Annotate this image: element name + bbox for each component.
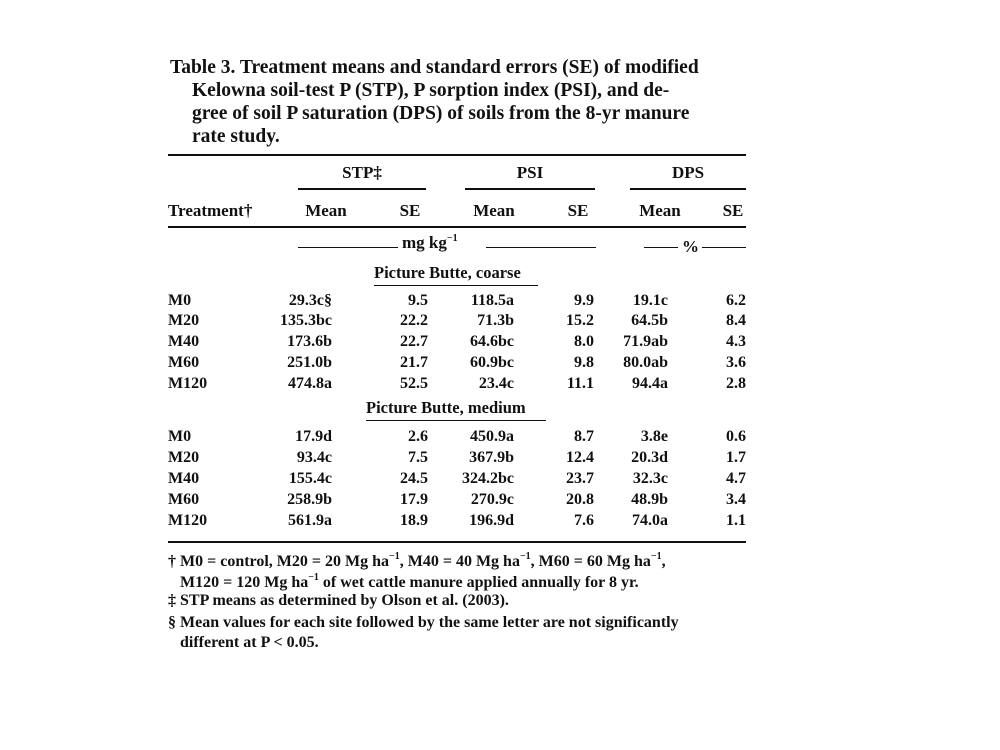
- dps-group-rule: [630, 188, 746, 190]
- stp-se-cell: 52.5: [400, 375, 428, 392]
- stp-mean-header: Mean: [305, 201, 347, 220]
- stp-se-cell: 7.5: [408, 449, 428, 466]
- stp-mean-cell: 474.8a: [288, 375, 332, 392]
- dps-se-cell: 6.2: [726, 292, 746, 309]
- psi-se-cell: 8.7: [574, 428, 594, 445]
- top-rule: [168, 154, 746, 156]
- stp-mean-cell: 17.9d: [295, 428, 332, 445]
- dps-se-cell: 4.7: [726, 470, 746, 487]
- psi-mean-cell: 196.9d: [469, 512, 514, 529]
- stp-se-cell: 24.5: [400, 470, 428, 487]
- footnote-section-line2: different at P < 0.05.: [180, 634, 319, 651]
- treatment-cell: M120: [168, 512, 208, 529]
- stp-se-cell: 17.9: [400, 491, 428, 508]
- treatment-cell: M0: [168, 292, 192, 309]
- footnote-double-dagger: ‡ STP means as determined by Olson et al. (2003).: [168, 592, 509, 609]
- units-pct-dash-left: [644, 247, 678, 248]
- section-underline-coarse: [374, 285, 538, 286]
- dps-se-cell: 0.6: [726, 428, 746, 445]
- stp-se-cell: 22.7: [400, 333, 428, 350]
- psi-se-cell: 8.0: [574, 333, 594, 350]
- dps-mean-cell: 48.9b: [631, 491, 668, 508]
- psi-mean-cell: 60.9bc: [470, 354, 514, 371]
- treatment-cell: M20: [168, 312, 200, 329]
- group-header-psi: PSI: [516, 163, 544, 182]
- psi-mean-cell: 450.9a: [470, 428, 514, 445]
- units-pct-dash-right: [702, 247, 746, 248]
- treatment-cell: M40: [168, 333, 200, 350]
- treatment-cell: M0: [168, 428, 192, 445]
- caption-line-3: gree of soil P saturation (DPS) of soils from the 8-yr manure: [192, 103, 690, 124]
- stp-se-cell: 2.6: [408, 428, 428, 445]
- section-title-medium: Picture Butte, medium: [366, 398, 526, 417]
- dps-mean-cell: 71.9ab: [623, 333, 668, 350]
- treatment-cell: M60: [168, 491, 200, 508]
- bottom-rule: [168, 541, 746, 543]
- treatment-cell: M60: [168, 354, 200, 371]
- stp-se-cell: 9.5: [408, 292, 428, 309]
- dps-se-cell: 8.4: [726, 312, 746, 329]
- dps-mean-cell: 3.8e: [640, 428, 668, 445]
- stp-se-header: SE: [399, 201, 421, 220]
- section-underline-medium: [366, 420, 546, 421]
- treatment-cell: M120: [168, 375, 208, 392]
- units-mg-kg: mg $kg^{-1}$: [402, 233, 458, 252]
- psi-mean-cell: 270.9c: [470, 491, 514, 508]
- psi-se-cell: 9.8: [574, 354, 594, 371]
- footnote-dagger: † M0 = control, M20 = 20 Mg $ha^{-1}$, M40 = 40 Mg $ha^{-1}$, M60 = 60 Mg $ha^{-1}$,: [168, 551, 666, 570]
- psi-mean-cell: 324.2bc: [462, 470, 514, 487]
- psi-se-cell: 12.4: [566, 449, 594, 466]
- dps-mean-cell: 20.3d: [631, 449, 668, 466]
- stp-se-cell: 21.7: [400, 354, 428, 371]
- dps-mean-cell: 32.3c: [632, 470, 668, 487]
- dps-mean-cell: 64.5b: [631, 312, 668, 329]
- dps-mean-cell: 19.1c: [632, 292, 668, 309]
- psi-group-rule: [465, 188, 595, 190]
- stp-se-cell: 22.2: [400, 312, 428, 329]
- psi-se-cell: 7.6: [574, 512, 594, 529]
- dps-mean-header: Mean: [639, 201, 681, 220]
- treatment-cell: M40: [168, 470, 200, 487]
- header-rule: [168, 226, 746, 228]
- footnote-section: § Mean values for each site followed by the same letter are not significantly: [168, 614, 679, 631]
- dps-se-cell: 2.8: [726, 375, 746, 392]
- stp-mean-cell: 29.3c§: [288, 292, 332, 309]
- psi-mean-cell: 367.9b: [469, 449, 514, 466]
- psi-se-header: SE: [567, 201, 589, 220]
- stp-group-rule: [298, 188, 426, 190]
- stp-mean-cell: 561.9a: [288, 512, 332, 529]
- stp-mean-cell: 93.4c: [296, 449, 332, 466]
- psi-se-cell: 9.9: [574, 292, 594, 309]
- psi-mean-cell: 118.5a: [470, 292, 514, 309]
- caption-line-1: Table 3. Treatment means and standard errors (SE) of modified: [170, 57, 699, 78]
- footnote-dagger-line2: M120 = 120 Mg $ha^{-1}$ of wet cattle manure applied annually for 8 yr.: [180, 572, 639, 591]
- dps-mean-cell: 94.4a: [632, 375, 668, 392]
- stp-mean-cell: 135.3bc: [280, 312, 332, 329]
- caption-line-4: rate study.: [192, 126, 280, 147]
- psi-mean-header: Mean: [473, 201, 515, 220]
- group-header-stp: STP‡: [342, 163, 382, 182]
- units-dash-right: [486, 247, 596, 248]
- units-dash-left: [298, 247, 398, 248]
- psi-se-cell: 23.7: [566, 470, 594, 487]
- stp-mean-cell: 251.0b: [287, 354, 332, 371]
- dps-se-header: SE: [722, 201, 744, 220]
- section-title-coarse: Picture Butte, coarse: [374, 263, 521, 282]
- dps-mean-cell: 74.0a: [632, 512, 668, 529]
- dps-se-cell: 1.1: [726, 512, 746, 529]
- dps-se-cell: 1.7: [726, 449, 746, 466]
- units-percent: %: [682, 237, 699, 256]
- dps-se-cell: 3.4: [726, 491, 746, 508]
- psi-mean-cell: 23.4c: [478, 375, 514, 392]
- stp-se-cell: 18.9: [400, 512, 428, 529]
- stp-mean-cell: 258.9b: [287, 491, 332, 508]
- psi-mean-cell: 71.3b: [477, 312, 514, 329]
- treatment-cell: M20: [168, 449, 200, 466]
- dps-se-cell: 3.6: [726, 354, 746, 371]
- stp-mean-cell: 173.6b: [287, 333, 332, 350]
- treatment-column-header: Treatment†: [168, 201, 253, 220]
- caption-line-2: Kelowna soil-test P (STP), P sorption index (PSI), and de-: [192, 80, 670, 101]
- psi-se-cell: 11.1: [566, 375, 594, 392]
- psi-se-cell: 15.2: [566, 312, 594, 329]
- dps-mean-cell: 80.0ab: [623, 354, 668, 371]
- stp-mean-cell: 155.4c: [288, 470, 332, 487]
- psi-se-cell: 20.8: [566, 491, 594, 508]
- group-header-dps: DPS: [671, 163, 705, 182]
- dps-se-cell: 4.3: [726, 333, 746, 350]
- psi-mean-cell: 64.6bc: [470, 333, 514, 350]
